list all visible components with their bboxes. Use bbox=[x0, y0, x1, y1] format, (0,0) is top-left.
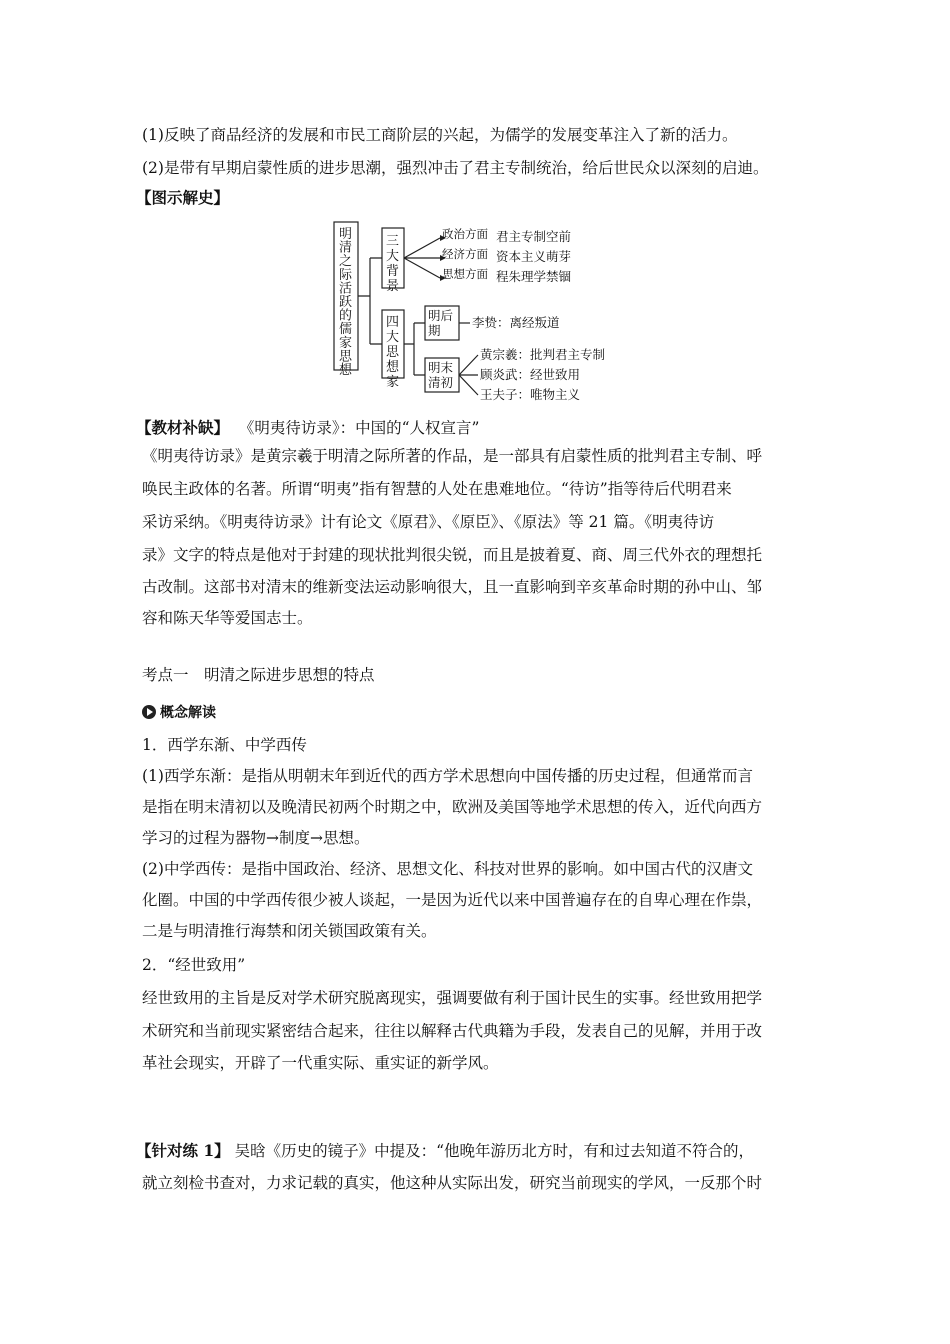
vertical-char: 际 bbox=[339, 267, 353, 283]
exercise-heading: 【针对练 1】 bbox=[136, 1141, 230, 1160]
item2-line: 革社会现实，开辟了一代重实际、重实证的新学风。 bbox=[142, 1054, 499, 1072]
item2-title: 2．“经世致用” bbox=[142, 956, 246, 974]
concept-diagram bbox=[0, 0, 950, 410]
aspect-economy-value: 资本主义萌芽 bbox=[496, 249, 572, 264]
vertical-char: 的 bbox=[339, 308, 353, 324]
vertical-char: 背 bbox=[386, 264, 400, 279]
vertical-char: 家 bbox=[339, 335, 353, 351]
vertical-char: 活 bbox=[339, 281, 353, 297]
thinker-gu: 顾炎武：经世致用 bbox=[480, 367, 581, 382]
thinkers-label bbox=[386, 315, 400, 390]
vertical-char: 跃 bbox=[339, 295, 353, 310]
supplement-header bbox=[136, 418, 479, 438]
point1-title: 考点一 明清之际进步思想的特点 bbox=[142, 666, 375, 684]
vertical-char: 三 bbox=[386, 234, 400, 249]
supplement-line: 《明夷待访录》是黄宗羲于明清之际所著的作品，是一部具有启蒙性质的批判君主专制、呼 bbox=[142, 447, 763, 465]
diagram-heading: 【图示解史】 bbox=[136, 188, 230, 207]
late-ming-label-bottom: 期 bbox=[428, 323, 441, 338]
vertical-char: 想 bbox=[386, 360, 400, 375]
supplement-line: 录》文字的特点是他对于封建的现状批判很尖锐，而且是披着夏、商、周三代外衣的理想托 bbox=[142, 546, 763, 564]
exercise-line-1: 吴晗《历史的镜子》中提及：“他晚年游历北方时，有和过去知道不符合的， bbox=[234, 1142, 755, 1160]
background-label bbox=[386, 234, 399, 294]
supplement-title: 《明夷待访录》：中国的“人权宣言” bbox=[238, 419, 480, 437]
vertical-char: 景 bbox=[386, 279, 400, 294]
item1-title: 1．西学东渐、中学西传 bbox=[142, 736, 307, 754]
vertical-char: 家 bbox=[386, 375, 400, 390]
vertical-char: 清 bbox=[339, 240, 353, 256]
supplement-line: 唤民主政体的名著。所谓“明夷”指有智慧的人处在患难地位。“待访”指等待后代明君来 bbox=[142, 480, 732, 498]
aspect-thought-value: 程朱理学禁锢 bbox=[496, 269, 572, 284]
supplement-heading: 【教材补缺】 bbox=[136, 418, 230, 437]
supplement-line: 容和陈天华等爱国志士。 bbox=[142, 609, 313, 627]
concept-header bbox=[142, 703, 216, 723]
item1-a-line: 学习的过程为器物→制度→思想。 bbox=[142, 829, 370, 847]
vertical-char: 四 bbox=[386, 315, 400, 330]
vertical-char: 想 bbox=[339, 363, 353, 378]
vertical-char: 明 bbox=[339, 227, 353, 242]
aspect-economy: 经济方面 bbox=[442, 247, 488, 261]
concept-label: 概念解读 bbox=[160, 705, 216, 721]
vertical-char: 大 bbox=[386, 330, 400, 345]
item1-b-line: 化圈。中国的中学西传很少被人谈起，一是因为近代以来中国普遍存在的自卑心理在作祟， bbox=[142, 891, 763, 909]
thinker-huang: 黄宗羲：批判君主专制 bbox=[480, 347, 606, 362]
play-icon bbox=[142, 705, 156, 719]
vertical-char: 之 bbox=[339, 254, 353, 270]
vertical-char: 大 bbox=[386, 249, 400, 264]
vertical-char: 思 bbox=[386, 345, 400, 360]
intro-paragraph-2: (2)是带有早期启蒙性质的进步思潮，强烈冲击了君主专制统治，给后世民众以深刻的启迪。 bbox=[142, 159, 769, 177]
ming-qing-label-bottom: 清初 bbox=[428, 375, 454, 390]
aspect-politics-value: 君主专制空前 bbox=[496, 229, 572, 244]
late-ming-thinker: 李贽：离经叛道 bbox=[472, 315, 560, 330]
intro-paragraph-1: (1)反映了商品经济的发展和市民工商阶层的兴起，为儒学的发展变革注入了新的活力。 bbox=[142, 126, 738, 144]
thinker-wang: 王夫子：唯物主义 bbox=[480, 387, 581, 402]
item2-line: 术研究和当前现实紧密结合起来，往往以解释古代典籍为手段，发表自己的见解，并用于改 bbox=[142, 1022, 763, 1040]
vertical-char: 儒 bbox=[339, 322, 353, 338]
exercise-header bbox=[136, 1141, 754, 1161]
aspect-thought: 思想方面 bbox=[442, 267, 488, 281]
exercise-line-2: 就立刻检书查对，力求记载的真实，他这种从实际出发，研究当前现实的学风，一反那个时 bbox=[142, 1174, 763, 1192]
item1-b-line: (2)中学西传：是指中国政治、经济、思想文化、科技对世界的影响。如中国古代的汉唐文 bbox=[142, 860, 753, 878]
root-label bbox=[339, 227, 353, 378]
ming-qing-label-top: 明末 bbox=[428, 360, 454, 375]
item1-a-line: (1)西学东渐：是指从明朝末年到近代的西方学术思想向中国传播的历史过程，但通常而言 bbox=[142, 767, 753, 785]
late-ming-label-top: 明后 bbox=[428, 308, 454, 323]
item1-a-line: 是指在明末清初以及晚清民初两个时期之中，欧洲及美国等地学术思想的传入，近代向西方 bbox=[142, 798, 763, 816]
item1-b-line: 二是与明清推行海禁和闭关锁国政策有关。 bbox=[142, 922, 437, 940]
vertical-char: 思 bbox=[339, 349, 353, 365]
supplement-line: 古改制。这部书对清末的维新变法运动影响很大，且一直影响到辛亥革命时期的孙中山、邹 bbox=[142, 578, 763, 596]
supplement-line: 采访采纳。《明夷待访录》计有论文《原君》、《原臣》、《原法》等 21 篇。《明夷待访 bbox=[142, 513, 715, 531]
aspect-politics: 政治方面 bbox=[442, 227, 488, 241]
item2-line: 经世致用的主旨是反对学术研究脱离现实，强调要做有利于国计民生的实事。经世致用把学 bbox=[142, 989, 763, 1007]
